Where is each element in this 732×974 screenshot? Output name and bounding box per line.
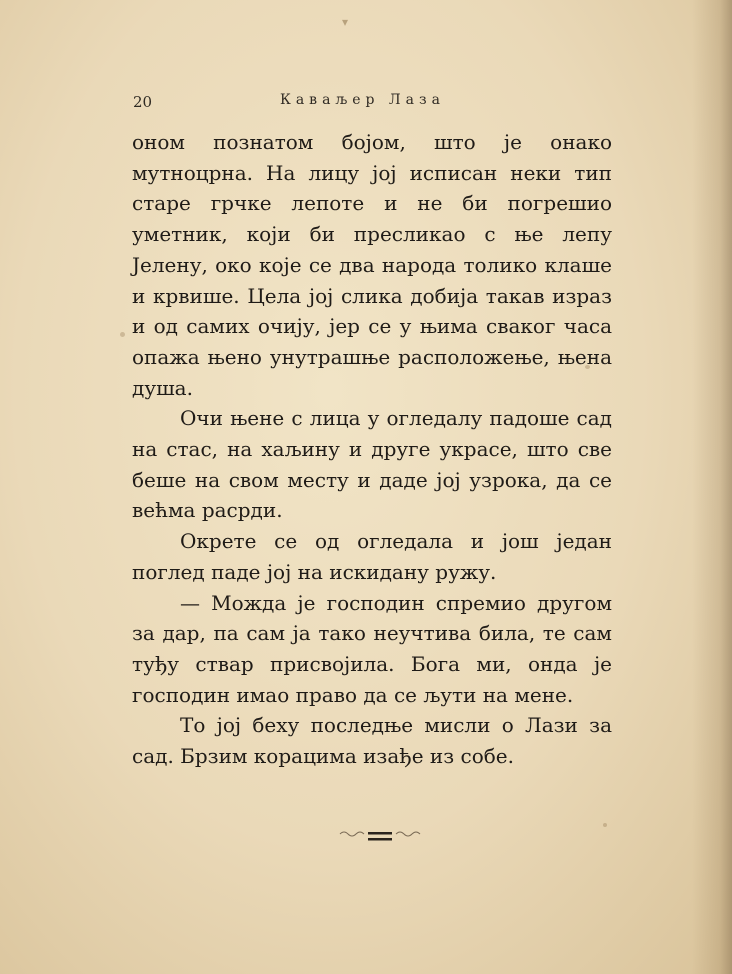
- paragraph-5: То јој беху последње мисли о Лази за сад. Брзим корацима изађе из собе.: [132, 713, 612, 769]
- printer-mark-icon: ▾: [342, 15, 349, 29]
- paper-stain: [585, 365, 590, 369]
- paragraph-4: — Можда је господин спремио другом за дар, па сам ја тако неучтива била, те сам туђу ствар присвојила. Бога ми, онда је господин имао право да се љути на мене.: [132, 590, 612, 707]
- paper-stain: [120, 332, 125, 337]
- page-edge-shadow: [692, 0, 732, 974]
- page-number: 20: [133, 93, 153, 111]
- running-title: Каваљер Лаза: [280, 92, 445, 108]
- paragraph-2: Очи њене с лица у огледалу падоше сад на стас, на хаљину и друге украсе, што све беше на свом месту и даде јој узрока, да се већма расрди.: [132, 406, 612, 523]
- section-end-ornament-icon: [338, 826, 422, 846]
- paragraph-3: Окрете се од огледала и још један поглед паде јој на искидану ружу.: [132, 529, 612, 584]
- body-text: [132, 127, 612, 772]
- paragraph-1: оном познатом бојом, што је онако мутноцрна. На лицу јој исписан неки тип старе грчке лепоте и не би погрешио уметник, који би пресликао с ње лепу Јелену, око које се два народа толико клаше и крвише. Цела јој слика добија такав израз и од самих очију, јер се у њима сваког часа опажа њено унутрашње расположење, њена душа.: [132, 130, 612, 400]
- paper-stain: [603, 823, 607, 827]
